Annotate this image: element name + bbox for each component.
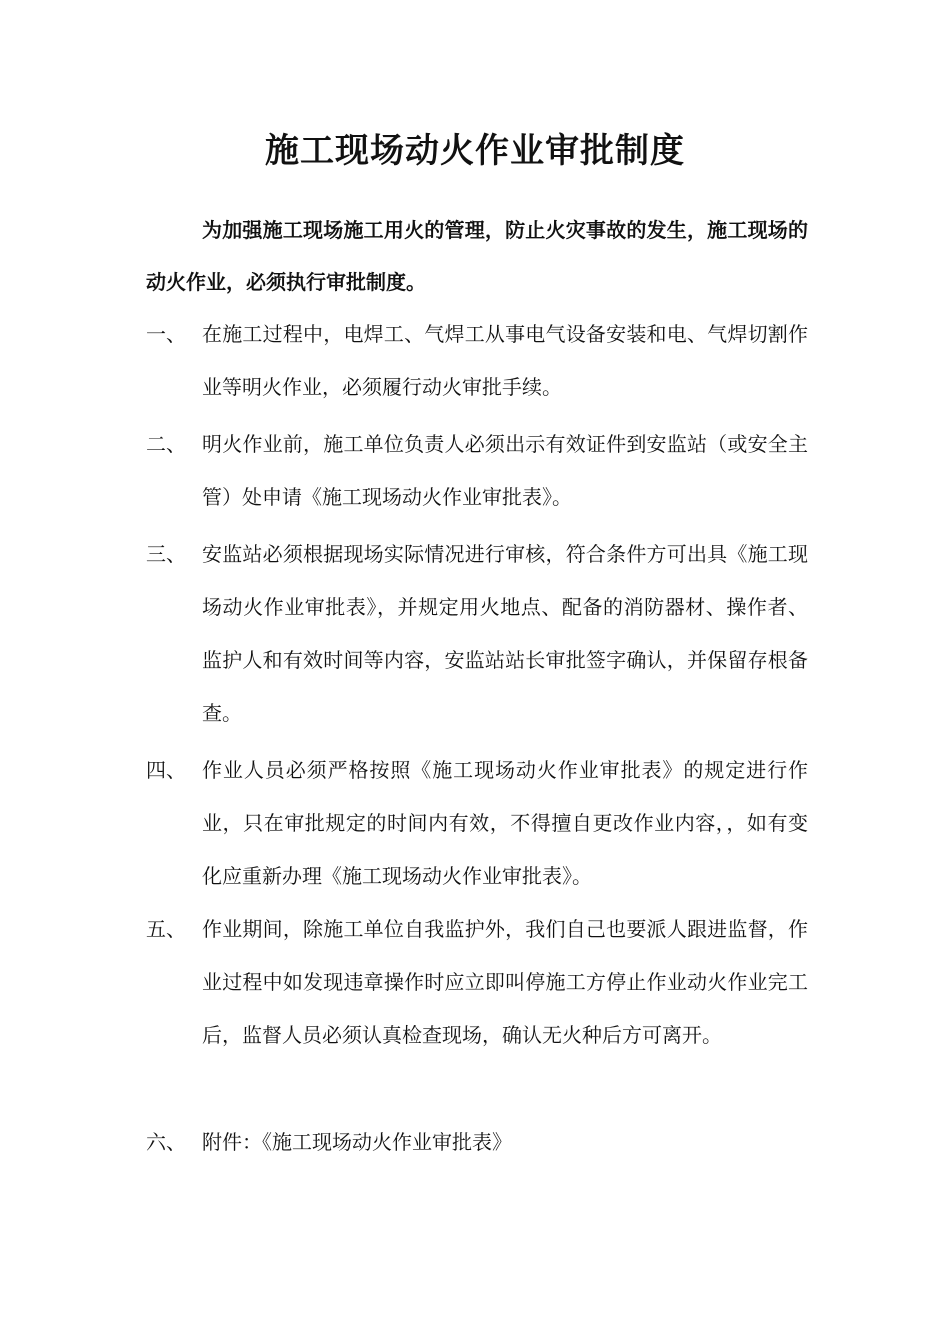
item-number: 六、: [146, 1130, 186, 1154]
list-item: [146, 418, 808, 524]
item-text: 附件：《施工现场动火作业审批表》: [202, 1130, 512, 1154]
item-text: 明火作业前，施工单位负责人必须出示有效证件到安监站（或安全主管）处申请《施工现场动火作业审批表》。: [202, 432, 808, 509]
item-number: 三、: [146, 542, 186, 566]
list-item: [146, 903, 808, 1062]
item-text: 作业人员必须严格按照《施工现场动火作业审批表》的规定进行作业，只在审批规定的时间内有效，不得擅自更改作业内容，，如有变化应重新办理《施工现场动火作业审批表》。: [202, 758, 808, 888]
item-text: 安监站必须根据现场实际情况进行审核，符合条件方可出具《施工现场动火作业审批表》，并规定用火地点、配备的消防器材、操作者、监护人和有效时间等内容，安监站站长审批签字确认，并保留存根备查。: [202, 542, 808, 725]
list-item: [146, 308, 808, 414]
item-number: 五、: [146, 917, 186, 941]
list-item: [146, 1116, 808, 1169]
item-number: 一、: [146, 322, 186, 346]
item-number: 四、: [146, 758, 186, 782]
document-title: 施工现场动火作业审批制度: [265, 131, 685, 171]
item-text: 作业期间，除施工单位自我监护外，我们自己也要派人跟进监督，作业过程中如发现违章操作时应立即叫停施工方停止作业动火作业完工后，监督人员必须认真检查现场，确认无火种后方可离开。: [202, 917, 808, 1047]
item-number: 二、: [146, 432, 186, 456]
list-item: [146, 744, 808, 903]
intro-paragraph: 为加强施工现场施工用火的管理，防止火灾事故的发生，施工现场的动火作业，必须执行审批制度。: [146, 218, 808, 294]
item-text: 在施工过程中，电焊工、气焊工从事电气设备安装和电、气焊切割作业等明火作业，必须履行动火审批手续。: [202, 322, 808, 399]
list-item: [146, 528, 808, 740]
